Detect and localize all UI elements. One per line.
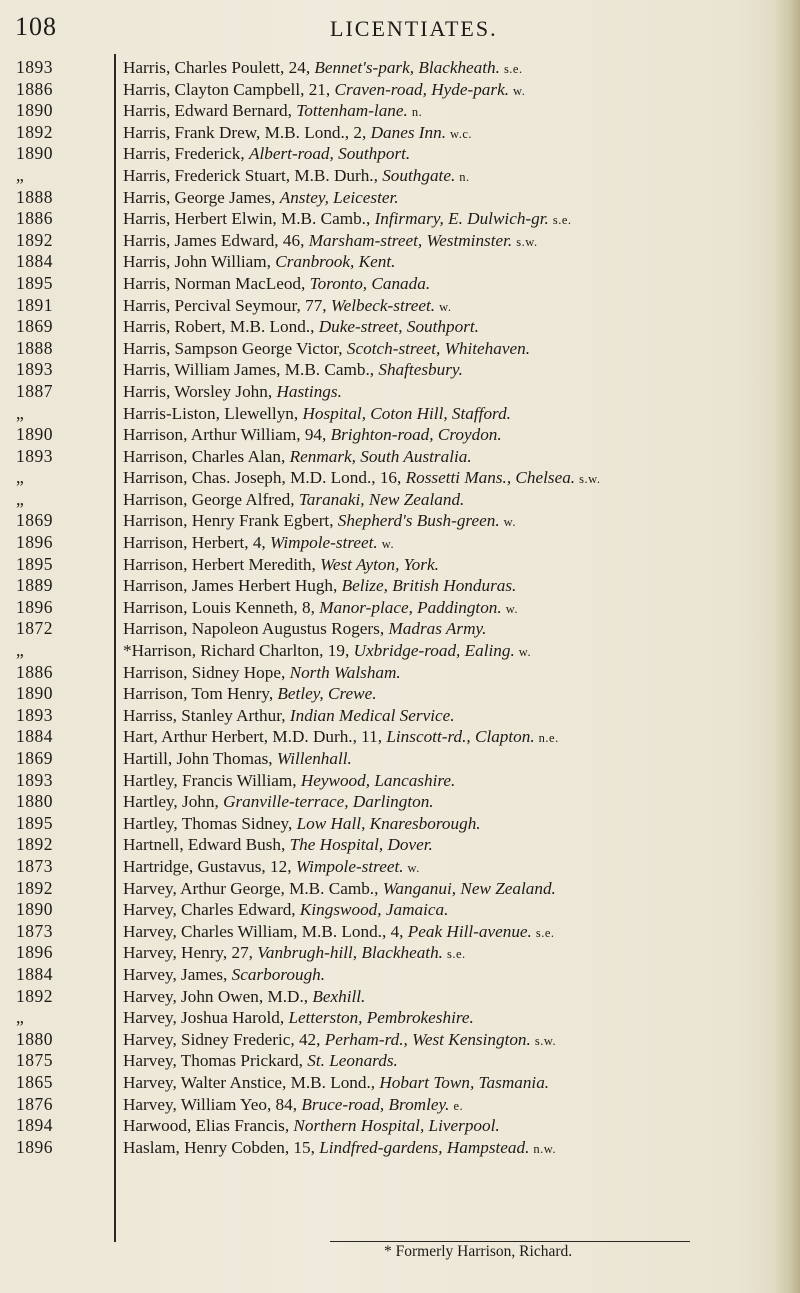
entry-text	[123, 856, 791, 880]
entry-name: Harvey, Henry, 27,	[123, 943, 253, 963]
entry-text	[123, 446, 791, 470]
entry-text	[123, 230, 791, 254]
list-item	[0, 532, 800, 554]
entry-year: 1888	[16, 337, 53, 358]
list-item	[0, 921, 800, 943]
list-item	[0, 208, 800, 230]
entry-name: Harrison, Arthur William, 94,	[123, 425, 327, 445]
entry-year: 1891	[16, 294, 53, 315]
entry-year: 1895	[16, 553, 53, 574]
entry-name: Haslam, Henry Cobden, 15,	[123, 1137, 315, 1157]
entry-name: Hart, Arthur Herbert, M.D. Durh., 11,	[123, 727, 383, 747]
entry-place: Bexhill.	[312, 986, 366, 1006]
entry-text	[123, 295, 791, 319]
entry-year: 1890	[16, 899, 53, 920]
entry-name: Harris, Frederick Stuart, M.B. Durh.,	[123, 165, 378, 185]
list-item	[0, 1029, 800, 1051]
entry-text	[123, 359, 791, 383]
entry-name: Harris, Percival Seymour, 77,	[123, 295, 327, 315]
entry-year: „	[16, 1007, 25, 1028]
entry-year: 1865	[16, 1071, 53, 1092]
entry-place: Willenhall.	[276, 749, 352, 768]
entry-place: Manor-place, Paddington.	[319, 597, 502, 617]
entry-name: Harvey, Charles William, M.B. Lond., 4,	[123, 921, 404, 941]
entry-text	[123, 1007, 791, 1031]
entry-name: Harris, Frank Drew, M.B. Lond., 2,	[123, 122, 367, 142]
entry-year: 1896	[16, 1136, 53, 1157]
entry-year: „	[16, 640, 25, 661]
entry-text	[123, 942, 791, 966]
entry-place: Scotch-street, Whitehaven.	[346, 338, 531, 358]
entry-district: n.	[411, 105, 423, 120]
entry-name: Harris, Frederick,	[123, 144, 245, 164]
entry-text	[123, 986, 791, 1010]
list-item	[0, 597, 800, 619]
entry-year: „	[16, 467, 25, 488]
entry-name: Harrison, Sidney Hope,	[123, 662, 286, 682]
list-item	[0, 1137, 800, 1159]
entry-year: 1887	[16, 380, 53, 401]
entry-district: w.	[518, 645, 532, 660]
entry-place: Low Hall, Knaresborough.	[296, 813, 481, 833]
entry-name: Harrison, Charles Alan,	[123, 446, 286, 466]
entry-text	[123, 1029, 791, 1053]
entry-text	[123, 726, 791, 750]
list-item	[0, 618, 800, 640]
entry-text	[123, 532, 791, 556]
list-item	[0, 295, 800, 317]
entry-text	[123, 705, 791, 729]
entry-text	[123, 122, 791, 146]
entry-text	[123, 338, 791, 362]
entry-text	[123, 770, 791, 794]
entry-place: Marsham-street, Westminster.	[308, 230, 513, 250]
entry-place: Bennet's-park, Blackheath.	[314, 58, 500, 77]
entry-year: 1888	[16, 186, 53, 207]
entry-year: 1890	[16, 683, 53, 704]
footnote: * Formerly Harrison, Richard.	[384, 1243, 573, 1260]
list-item	[0, 1072, 800, 1094]
entry-year: 1875	[16, 1050, 53, 1071]
entry-name: Harris, John William,	[123, 252, 271, 272]
list-item	[0, 640, 800, 662]
entry-text	[123, 791, 791, 815]
entry-text	[123, 748, 791, 772]
entry-year: 1886	[16, 661, 53, 682]
entry-year: 1880	[16, 791, 53, 812]
entry-year: 1890	[16, 424, 53, 445]
entry-text	[123, 143, 791, 167]
entry-name: Harrison, Napoleon Augustus Rogers,	[123, 619, 385, 639]
entry-place: Northern Hospital, Liverpool.	[293, 1116, 500, 1136]
list-item	[0, 1094, 800, 1116]
footnote-rule	[330, 1241, 690, 1242]
entry-year: 1896	[16, 532, 53, 553]
entry-district: n.e.	[538, 731, 559, 746]
list-item	[0, 79, 800, 101]
entry-name: Hartley, Francis William,	[123, 770, 297, 790]
entry-name: Harvey, Charles Edward,	[123, 900, 296, 920]
entry-year: 1873	[16, 920, 53, 941]
list-item	[0, 489, 800, 511]
entry-place: Wimpole-street.	[295, 856, 404, 876]
list-item	[0, 813, 800, 835]
entry-year: 1893	[16, 57, 53, 77]
entry-year: 1886	[16, 78, 53, 99]
entry-year: „	[16, 488, 25, 509]
entry-text	[123, 489, 791, 513]
entry-text	[123, 899, 791, 923]
entry-district: s.e.	[535, 925, 555, 940]
entry-year: 1892	[16, 121, 53, 142]
entry-year: 1892	[16, 985, 53, 1006]
list-item	[0, 748, 800, 770]
entry-name: *Harrison, Richard Charlton, 19,	[123, 641, 350, 661]
list-item	[0, 899, 800, 921]
entry-place: Duke-street, Southport.	[318, 317, 479, 337]
licentiate-list	[0, 57, 800, 1158]
entry-year: 1889	[16, 575, 53, 596]
list-item	[0, 683, 800, 705]
entry-place: Shaftesbury.	[378, 360, 463, 380]
list-item	[0, 878, 800, 900]
entry-place: Bruce-road, Bromley.	[301, 1094, 450, 1114]
entry-name: Harvey, Thomas Prickard,	[123, 1051, 303, 1071]
entry-name: Harris, Edward Bernard,	[123, 101, 292, 121]
entry-year: 1892	[16, 229, 53, 250]
entry-year: 1893	[16, 704, 53, 725]
list-item	[0, 770, 800, 792]
entry-name: Harwood, Elias Francis,	[123, 1116, 290, 1136]
entry-year: 1893	[16, 769, 53, 790]
entry-text	[123, 273, 791, 297]
entry-text	[123, 597, 791, 621]
entry-name: Hartley, John,	[123, 792, 219, 812]
entry-year: 1876	[16, 1093, 53, 1114]
entry-place: Scarborough.	[231, 964, 326, 984]
entry-place: Wanganui, New Zealand.	[382, 878, 556, 898]
entry-place: Belize, British Honduras.	[341, 576, 517, 596]
entry-text	[123, 165, 791, 189]
entry-text	[123, 316, 791, 340]
entry-district: w.	[439, 299, 452, 314]
entry-district: w.	[513, 83, 526, 98]
entry-name: Harrison, Chas. Joseph, M.D. Lond., 16,	[123, 468, 402, 488]
entry-year: 1890	[16, 143, 53, 164]
entry-name: Hartill, John Thomas,	[123, 749, 273, 768]
entry-place: Infirmary, E. Dulwich-gr.	[374, 209, 549, 229]
entry-name: Harrison, Louis Kenneth, 8,	[123, 597, 315, 617]
entry-name: Harvey, William Yeo, 84,	[123, 1094, 298, 1114]
list-item	[0, 57, 800, 79]
entry-text	[123, 964, 791, 988]
list-item	[0, 791, 800, 813]
list-item	[0, 251, 800, 273]
entry-district: w.	[505, 601, 519, 616]
entry-place: Southgate.	[382, 165, 456, 185]
entry-year: 1869	[16, 748, 53, 768]
entry-place: Betley, Crewe.	[277, 684, 377, 704]
entry-year: 1894	[16, 1115, 53, 1136]
list-item	[0, 834, 800, 856]
entry-text	[123, 1137, 791, 1161]
entry-district: n.	[459, 169, 470, 184]
entry-place: Vanbrugh-hill, Blackheath.	[257, 943, 443, 963]
entry-place: The Hospital, Dover.	[289, 835, 433, 855]
entry-name: Harris, William James, M.B. Camb.,	[123, 360, 375, 380]
entry-place: Albert-road, Southport.	[249, 144, 411, 164]
entry-name: Harrison, Henry Frank Egbert,	[123, 511, 334, 531]
list-item	[0, 446, 800, 468]
entry-place: Taranaki, New Zealand.	[298, 489, 465, 509]
entry-name: Harriss, Stanley Arthur,	[123, 705, 286, 725]
entry-year: 1884	[16, 963, 53, 984]
entry-place: Perham-rd., West Kensington.	[324, 1029, 531, 1049]
entry-place: Rossetti Mans., Chelsea.	[405, 468, 576, 488]
entry-text	[123, 575, 791, 599]
entry-text	[123, 662, 791, 686]
entry-text	[123, 813, 791, 837]
entry-text	[123, 251, 791, 275]
entry-text	[123, 79, 791, 103]
entry-place: Lindfred-gardens, Hampstead.	[319, 1137, 530, 1157]
entry-year: 1893	[16, 359, 53, 380]
entry-district: n.w.	[533, 1141, 557, 1156]
entry-place: Brighton-road, Croydon.	[330, 425, 502, 445]
list-item	[0, 856, 800, 878]
entry-year: 1892	[16, 834, 53, 855]
list-item	[0, 165, 800, 187]
entry-year: 1886	[16, 208, 53, 229]
entry-name: Harris, George James,	[123, 187, 276, 207]
list-item	[0, 510, 800, 532]
entry-text	[123, 467, 791, 491]
entry-place: Renmark, South Australia.	[289, 446, 472, 466]
entry-place: Linscott-rd., Clapton.	[386, 727, 535, 747]
entry-name: Harris, Robert, M.B. Lond.,	[123, 317, 315, 337]
entry-year: „	[16, 164, 25, 185]
entry-text	[123, 640, 791, 664]
list-item	[0, 964, 800, 986]
entry-year: 1880	[16, 1028, 53, 1049]
list-item	[0, 122, 800, 144]
entry-name: Hartridge, Gustavus, 12,	[123, 856, 292, 876]
entry-name: Harvey, Joshua Harold,	[123, 1008, 285, 1028]
list-item	[0, 1115, 800, 1137]
entry-place: St. Leonards.	[307, 1051, 398, 1071]
entry-place: Madras Army.	[388, 619, 487, 639]
list-item	[0, 1050, 800, 1072]
entry-place: Anstey, Leicester.	[279, 187, 399, 207]
entry-place: Letterston, Pembrokeshire.	[288, 1008, 474, 1028]
entry-year: 1869	[16, 316, 53, 337]
entry-district: s.w.	[516, 234, 538, 249]
entry-place: Kingswood, Jamaica.	[299, 900, 449, 920]
entry-name: Harris, James Edward, 46,	[123, 230, 305, 250]
entry-name: Harris, Herbert Elwin, M.B. Camb.,	[123, 209, 371, 229]
entry-text	[123, 1050, 791, 1074]
entry-place: West Ayton, York.	[320, 554, 439, 574]
entry-place: Granville-terrace, Darlington.	[223, 792, 434, 812]
entry-text	[123, 878, 791, 902]
entry-name: Harvey, John Owen, M.D.,	[123, 986, 309, 1006]
entry-district: w.c.	[450, 126, 473, 141]
entry-district: w.	[381, 537, 395, 552]
entry-year: 1893	[16, 445, 53, 466]
entry-district: s.w.	[579, 472, 601, 487]
entry-name: Harrison, Herbert Meredith,	[123, 554, 316, 574]
entry-district: s.e.	[552, 213, 572, 228]
entry-district: s.w.	[534, 1033, 557, 1048]
entry-place: Tottenham-lane.	[296, 101, 408, 121]
entry-text	[123, 381, 791, 405]
list-item	[0, 100, 800, 122]
entry-name: Harvey, Walter Anstice, M.B. Lond.,	[123, 1072, 376, 1092]
entry-text	[123, 208, 791, 232]
list-item	[0, 359, 800, 381]
running-head: LICENTIATES.	[330, 16, 498, 41]
entry-text	[123, 554, 791, 578]
entry-year: 1896	[16, 596, 53, 617]
entry-year: 1892	[16, 877, 53, 898]
entry-name: Harris, Charles Poulett, 24,	[123, 58, 311, 77]
page-number: 108	[15, 12, 57, 41]
entry-text	[123, 1072, 791, 1096]
entry-district: e.	[453, 1098, 464, 1113]
entry-year: 1895	[16, 272, 53, 293]
entry-year: 1872	[16, 618, 53, 639]
entry-place: Cranbrook, Kent.	[275, 252, 396, 272]
list-item	[0, 575, 800, 597]
entry-place: Shepherd's Bush-green.	[337, 511, 500, 531]
entry-name: Harvey, Sidney Frederic, 42,	[123, 1029, 321, 1049]
entry-name: Hartley, Thomas Sidney,	[123, 813, 293, 833]
entry-place: Hobart Town, Tasmania.	[379, 1072, 550, 1092]
entry-district: w.	[503, 515, 516, 530]
entry-year: 1873	[16, 855, 53, 876]
entry-name: Hartnell, Edward Bush,	[123, 835, 286, 855]
list-item	[0, 467, 800, 489]
list-item	[0, 1007, 800, 1029]
entry-name: Harrison, Tom Henry,	[123, 684, 274, 704]
list-item	[0, 554, 800, 576]
list-item	[0, 187, 800, 209]
entry-year: 1890	[16, 100, 53, 121]
list-item	[0, 986, 800, 1008]
entry-place: Hospital, Coton Hill, Stafford.	[302, 403, 511, 423]
entry-year: 1896	[16, 942, 53, 963]
entry-text	[123, 834, 791, 858]
entry-name: Harris, Clayton Campbell, 21,	[123, 79, 331, 99]
entry-place: Craven-road, Hyde-park.	[334, 79, 510, 99]
entry-district: w.	[407, 860, 420, 875]
list-item	[0, 143, 800, 165]
entry-place: Heywood, Lancashire.	[300, 770, 456, 790]
entry-place: Welbeck-street.	[330, 295, 436, 315]
entry-name: Harrison, George Alfred,	[123, 489, 295, 509]
entry-place: Hastings.	[276, 381, 342, 401]
list-item	[0, 381, 800, 403]
list-item	[0, 403, 800, 425]
entry-name: Harris, Norman MacLeod,	[123, 273, 306, 293]
entry-place: Peak Hill-avenue.	[407, 921, 532, 941]
entry-name: Harris-Liston, Llewellyn,	[123, 403, 299, 423]
entry-text	[123, 187, 791, 211]
entry-text	[123, 424, 791, 448]
entry-text	[123, 1115, 791, 1139]
entry-text	[123, 510, 791, 534]
entry-district: s.e.	[446, 947, 466, 962]
entry-year: 1869	[16, 510, 53, 531]
list-item	[0, 316, 800, 338]
entry-name: Harvey, Arthur George, M.B. Camb.,	[123, 878, 379, 898]
entry-place: Danes Inn.	[370, 122, 447, 142]
entry-name: Harris, Worsley John,	[123, 381, 273, 401]
entry-place: Indian Medical Service.	[289, 705, 455, 725]
list-item	[0, 338, 800, 360]
list-item	[0, 230, 800, 252]
list-item	[0, 726, 800, 748]
entry-text	[123, 683, 791, 707]
entry-place: Toronto, Canada.	[309, 273, 431, 293]
entry-text	[123, 618, 791, 642]
entry-text	[123, 403, 791, 427]
entry-text	[123, 921, 791, 945]
entry-year: 1884	[16, 726, 53, 747]
entry-place: North Walsham.	[289, 662, 401, 682]
entry-year: 1895	[16, 812, 53, 833]
entry-name: Harvey, James,	[123, 964, 228, 984]
entry-text	[123, 57, 791, 81]
list-item	[0, 662, 800, 684]
entry-name: Harrison, Herbert, 4,	[123, 533, 266, 553]
list-item	[0, 705, 800, 727]
list-item	[0, 424, 800, 446]
entry-name: Harrison, James Herbert Hugh,	[123, 576, 338, 596]
entry-text	[123, 1094, 791, 1118]
entry-year: 1884	[16, 251, 53, 272]
entry-place: Wimpole-street.	[270, 533, 378, 553]
entry-year: „	[16, 402, 25, 423]
list-item	[0, 273, 800, 295]
entry-district: s.e.	[503, 62, 523, 76]
list-item	[0, 942, 800, 964]
entry-place: Uxbridge-road, Ealing.	[353, 641, 515, 661]
entry-name: Harris, Sampson George Victor,	[123, 338, 343, 358]
entry-text	[123, 100, 791, 124]
